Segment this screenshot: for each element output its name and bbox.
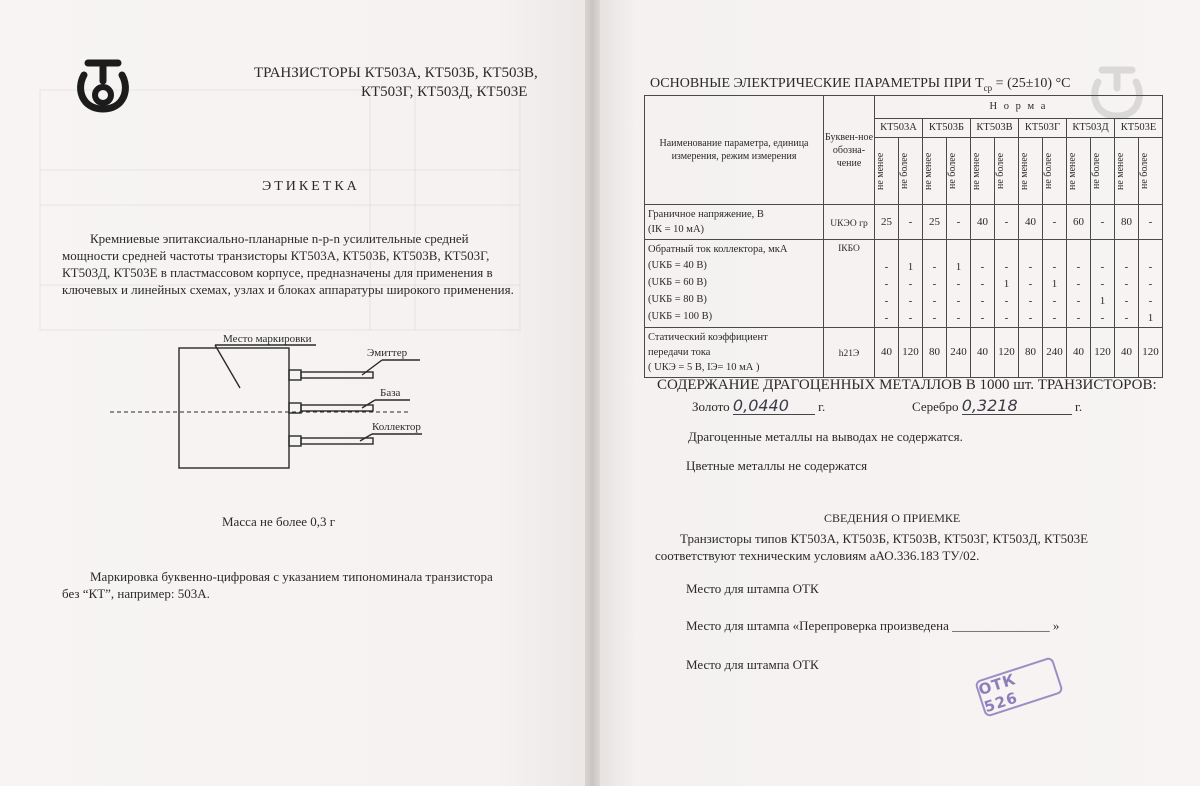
min-header: не менее [1115, 138, 1139, 205]
table-row [645, 328, 1163, 378]
acceptance-title: СВЕДЕНИЯ О ПРИЕМКЕ [824, 511, 961, 525]
max-header: не более [1091, 138, 1115, 205]
max-header: не более [947, 138, 971, 205]
type-header: КТ503Д [1067, 119, 1115, 138]
min-header: не менее [1067, 138, 1091, 205]
min-header: не менее [971, 138, 995, 205]
value-cell: - [899, 205, 923, 240]
type-header: КТ503А [875, 119, 923, 138]
value-cell: 40 [1067, 328, 1091, 378]
package-body [179, 348, 289, 468]
value-cell: 40 [1019, 205, 1043, 240]
metals-line-1: Драгоценные металлы на выводах не содержатся. [688, 429, 963, 444]
emitter-label: Эмиттер [367, 347, 408, 359]
value-cell: - [1043, 205, 1067, 240]
min-header: не менее [875, 138, 899, 205]
type-header: КТ503Б [923, 119, 971, 138]
value-cell: - - - - [875, 240, 899, 328]
value-cell: 120 [995, 328, 1019, 378]
value-cell: 80 [1115, 205, 1139, 240]
value-cell: 60 [1067, 205, 1091, 240]
value-cell: 120 [899, 328, 923, 378]
min-header: не менее [923, 138, 947, 205]
value-cell: - - 1 - [1091, 240, 1115, 328]
value-cell: 240 [1043, 328, 1067, 378]
value-cell: - [947, 205, 971, 240]
value-cell: 40 [971, 328, 995, 378]
type-header: КТ503В [971, 119, 1019, 138]
gold-value: 0,0440 [733, 397, 815, 415]
silver-unit: г. [1074, 399, 1083, 414]
acceptance-line-1: Транзисторы типов КТ503А, КТ503Б, КТ503В, КТ503Г, КТ503Д, КТ503Е [680, 531, 1089, 546]
table-row [645, 205, 1163, 240]
symbol-header: Буквен-ное обозна-чение [824, 96, 875, 205]
type-header: КТ503Г [1019, 119, 1067, 138]
symbol-cell: h21Э [824, 328, 875, 378]
value-cell: 120 [1139, 328, 1163, 378]
params-title: ОСНОВНЫЕ ЭЛЕКТРИЧЕСКИЕ ПАРАМЕТРЫ ПРИ $Т_{ср} = (25\pm 10)$ °С [650, 76, 1071, 93]
value-cell: - - - 1 [1139, 240, 1163, 328]
param-name-cell: Обратный ток коллектора, мкА (UКБ = 40 В) (UКБ = 60 В) (UКБ = 80 В) (UКБ = 100 В) [645, 240, 824, 328]
silver-label: Серебро [912, 399, 959, 414]
label-title: ЭТИКЕТКА [262, 179, 360, 194]
table-row [645, 240, 1163, 328]
value-cell: - - - - [1115, 240, 1139, 328]
silver-row [912, 397, 1082, 415]
norm-header: Н о р м а [875, 96, 1163, 119]
value-cell: - - - - [1067, 240, 1091, 328]
otk-stamp-place-1: Место для штампа ОТК [686, 581, 819, 596]
value-cell: - 1 - - [1043, 240, 1067, 328]
value-cell: - - - - [971, 240, 995, 328]
value-cell: - [1139, 205, 1163, 240]
max-header: не более [995, 138, 1019, 205]
value-cell: - - - - [1019, 240, 1043, 328]
header-line-2: КТ503Г, КТ503Д, КТ503Е [361, 84, 528, 100]
description-line-2: мощности средней частоты транзисторы КТ503А, КТ503Б, КТ503В, КТ503Г, [62, 248, 490, 263]
value-cell: 25 [875, 205, 899, 240]
marking-line-2: без “КТ”, например: 503А. [62, 586, 210, 601]
base-label: База [380, 387, 401, 399]
value-cell: 40 [1115, 328, 1139, 378]
value-cell: 240 [947, 328, 971, 378]
type-header: КТ503Е [1115, 119, 1163, 138]
parameters-table [644, 95, 1163, 378]
description-line-1: Кремниевые эпитаксиально-планарные n-p-n усилительные средней [90, 231, 469, 246]
recheck-stamp-place: Место для штампа «Перепроверка произведена _______________ » [686, 618, 1060, 633]
value-cell: 120 [1091, 328, 1115, 378]
param-header: Наименование параметра, единица измерения, режим измерения [645, 96, 824, 205]
gold-unit: г. [818, 399, 826, 414]
page-fold [585, 0, 600, 786]
value-cell: 80 [923, 328, 947, 378]
gold-row [692, 397, 825, 415]
metals-title: СОДЕРЖАНИЕ ДРАГОЦЕННЫХ МЕТАЛЛОВ В 1000 шт. ТРАНЗИСТОРОВ: [657, 377, 1157, 393]
value-cell: 1 - - - [947, 240, 971, 328]
description-line-3: КТ503Д, КТ503Е в пластмассовом корпусе, предназначены для применения в [62, 265, 493, 280]
param-name-cell: Граничное напряжение, В (IК = 10 мА) [645, 205, 824, 240]
collector-label: Коллектор [372, 421, 421, 433]
max-header: не более [899, 138, 923, 205]
value-cell: 40 [971, 205, 995, 240]
metals-line-2: Цветные металлы не содержатся [686, 458, 868, 473]
param-name-cell: Статический коэффициент передачи тока ( UКЭ = 5 В, IЭ= 10 мА ) [645, 328, 824, 378]
value-cell: 80 [1019, 328, 1043, 378]
mass-text: Масса не более 0,3 г [222, 514, 336, 529]
value-cell: - 1 - - [995, 240, 1019, 328]
value-cell: 25 [923, 205, 947, 240]
min-header: не менее [1019, 138, 1043, 205]
value-cell: - [995, 205, 1019, 240]
value-cell: - [1091, 205, 1115, 240]
max-header: не более [1043, 138, 1067, 205]
value-cell: 1 - - - [899, 240, 923, 328]
otk-stamp: ОТК 526 [974, 656, 1064, 717]
left-page [0, 0, 585, 786]
marking-line-1: Маркировка буквенно-цифровая с указанием типономинала транзистора [90, 569, 493, 584]
max-header: не более [1139, 138, 1163, 205]
acceptance-line-2: соответствуют техническим условиям аАО.336.183 ТУ/02. [655, 548, 980, 563]
right-page [600, 0, 1200, 786]
marking-place-label: Место маркировки [223, 333, 312, 345]
header-line-1: ТРАНЗИСТОРЫ КТ503А, КТ503Б, КТ503В, [254, 65, 538, 81]
symbol-cell: IКБО [824, 240, 875, 328]
description-line-4: ключевых и линейных схемах, узлах и блоках аппаратуры широкого применения. [62, 282, 514, 297]
gold-label: Золото [692, 399, 730, 414]
factory-logo-icon [72, 55, 134, 117]
otk-stamp-place-2: Место для штампа ОТК [686, 657, 819, 672]
value-cell: - - - - [923, 240, 947, 328]
symbol-cell: UКЭО гр [824, 205, 875, 240]
value-cell: 40 [875, 328, 899, 378]
silver-value: 0,3218 [962, 397, 1072, 415]
